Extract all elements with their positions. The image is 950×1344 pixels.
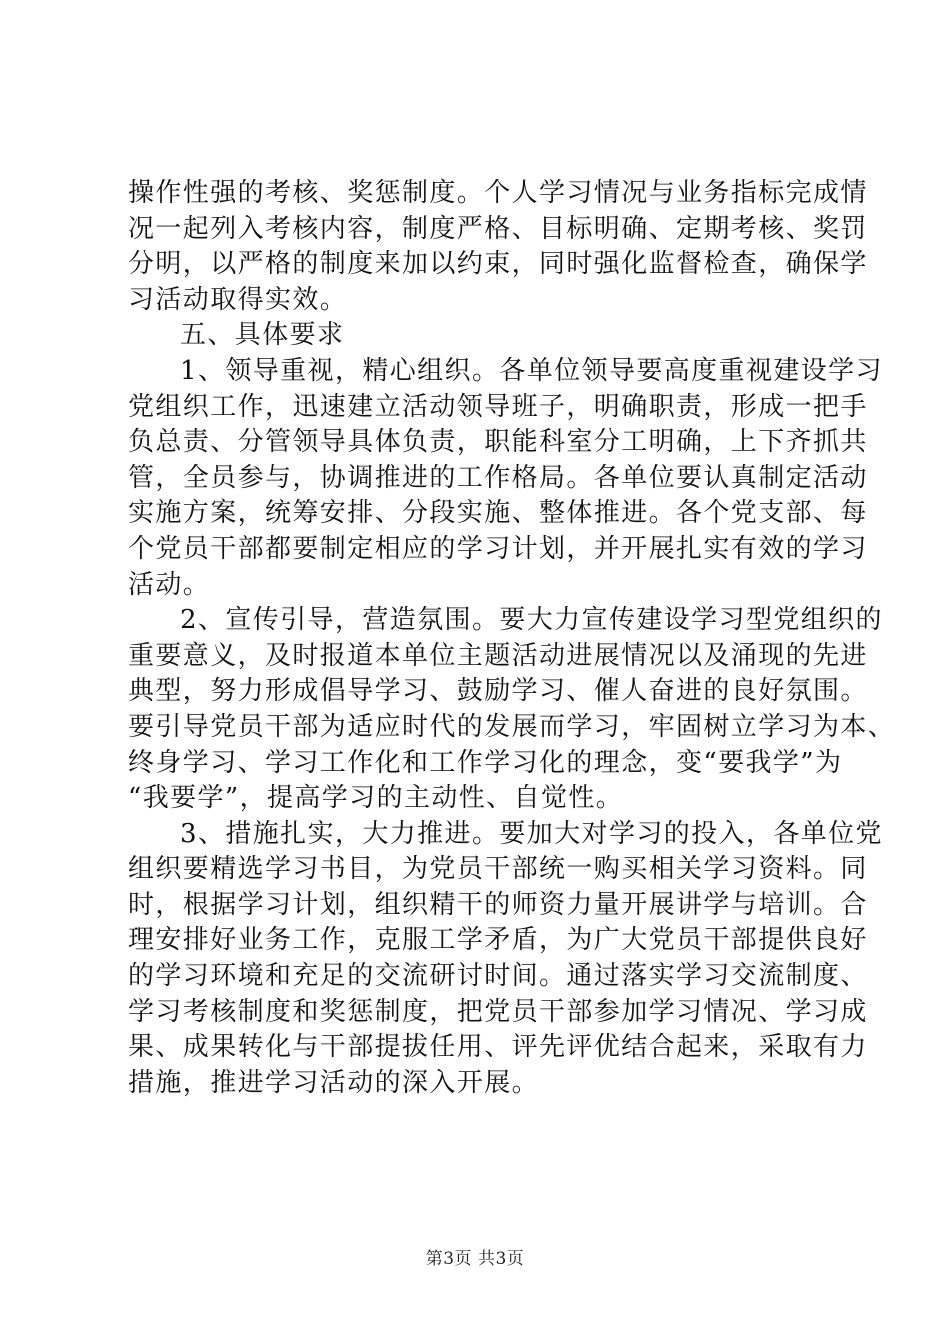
body-line: 活动。 — [128, 569, 211, 600]
body-line: 时，根据学习计划，组织精干的师资力量开展讲学与培训。合 — [128, 889, 868, 920]
body-line: 分明，以严格的制度来加以约束，同时强化监督检查，确保学 — [128, 249, 868, 280]
body-line: 要引导党员干部为适应时代的发展而学习，牢固树立学习为本、 — [128, 711, 896, 742]
body-line: 典型，努力形成倡导学习、鼓励学习、催人奋进的良好氛围。 — [128, 676, 868, 707]
body-line: 实施方案，统筹安排、分段实施、整体推进。各个党支部、每 — [128, 498, 868, 529]
section-heading: 五、具体要求 — [180, 320, 345, 351]
body-line: 学习考核制度和奖惩制度，把党员干部参加学习情况、学习成 — [128, 996, 868, 1027]
body-line: 个党员干部都要制定相应的学习计划，并开展扎实有效的学习 — [128, 533, 868, 564]
document-body — [128, 176, 896, 1101]
body-line: 负总责、分管领导具体负责，职能科室分工明确，上下齐抓共 — [128, 427, 868, 458]
body-line: 1、领导重视，精心组织。各单位领导要高度重视建设学习 — [180, 355, 883, 386]
body-line: 果、成果转化与干部提拔任用、评先评优结合起来，采取有力 — [128, 1032, 868, 1063]
page-footer: 第3页 共3页 — [425, 1249, 525, 1269]
body-line: 习活动取得实效。 — [128, 284, 348, 315]
body-line: 党组织工作，迅速建立活动领导班子，明确职责，形成一把手 — [128, 391, 868, 422]
body-line: 终身学习、学习工作化和工作学习化的理念，变“要我学”为 — [128, 747, 843, 778]
body-line: 重要意义，及时报道本单位主题活动进展情况以及涌现的先进 — [128, 640, 868, 671]
body-line: 况一起列入考核内容，制度严格、目标明确、定期考核、奖罚 — [128, 213, 868, 244]
body-line: 措施，推进学习活动的深入开展。 — [128, 1067, 540, 1098]
body-line: 组织要精选学习书目，为党员干部统一购买相关学习资料。同 — [128, 854, 868, 885]
body-line: 操作性强的考核、奖惩制度。个人学习情况与业务指标完成情 — [128, 178, 868, 208]
body-line: 的学习环境和充足的交流研讨时间。通过落实学习交流制度、 — [128, 961, 868, 992]
body-line: 3、措施扎实，大力推进。要加大对学习的投入，各单位党 — [180, 818, 883, 849]
body-line: “我要学”，提高学习的主动性、自觉性。 — [128, 783, 624, 814]
body-line: 管，全员参与，协调推进的工作格局。各单位要认真制定活动 — [128, 462, 868, 493]
body-line: 理安排好业务工作，克服工学矛盾，为广大党员干部提供良好 — [128, 925, 868, 956]
body-line: 2、宣传引导，营造氛围。要大力宣传建设学习型党组织的 — [180, 605, 883, 636]
